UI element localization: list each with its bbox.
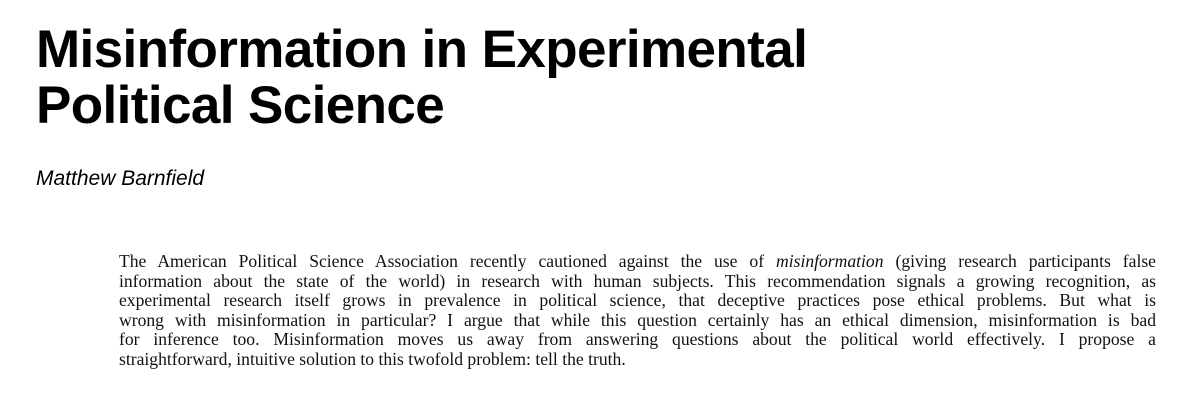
paper-title-line-2: Political Science: [36, 76, 445, 135]
abstract-line-1-start: The American Political Science Association recently cautioned against the use of: [119, 251, 776, 271]
abstract-line-1-end: (giving research participants false: [883, 251, 1156, 271]
abstract-line-3: experimental research itself grows in prevalence in political science, that deceptive practices pose ethical problems. But what is: [119, 290, 1156, 311]
abstract-line-1: [119, 252, 1156, 272]
paper-title: [36, 22, 1136, 134]
abstract-line-6: straightforward, intuitive solution to this twofold problem: tell the truth.: [119, 348, 626, 369]
paper-author: Matthew Barnfield: [36, 167, 205, 190]
paper-title-line-1: Misinformation in Experimental: [36, 20, 808, 79]
paper-abstract: [119, 252, 1156, 370]
abstract-line-2: information about the state of the world) in research with human subjects. This recommendation signals a growing recognition, as: [119, 270, 1156, 291]
abstract-line-4: wrong with misinformation in particular? I argue that while this question certainly has an ethical dimension, misinformation is bad: [119, 309, 1156, 330]
abstract-line-5: for inference too. Misinformation moves us away from answering questions about the political world effectively. I propose a: [119, 329, 1156, 350]
abstract-emphasis: misinformation: [776, 251, 884, 271]
